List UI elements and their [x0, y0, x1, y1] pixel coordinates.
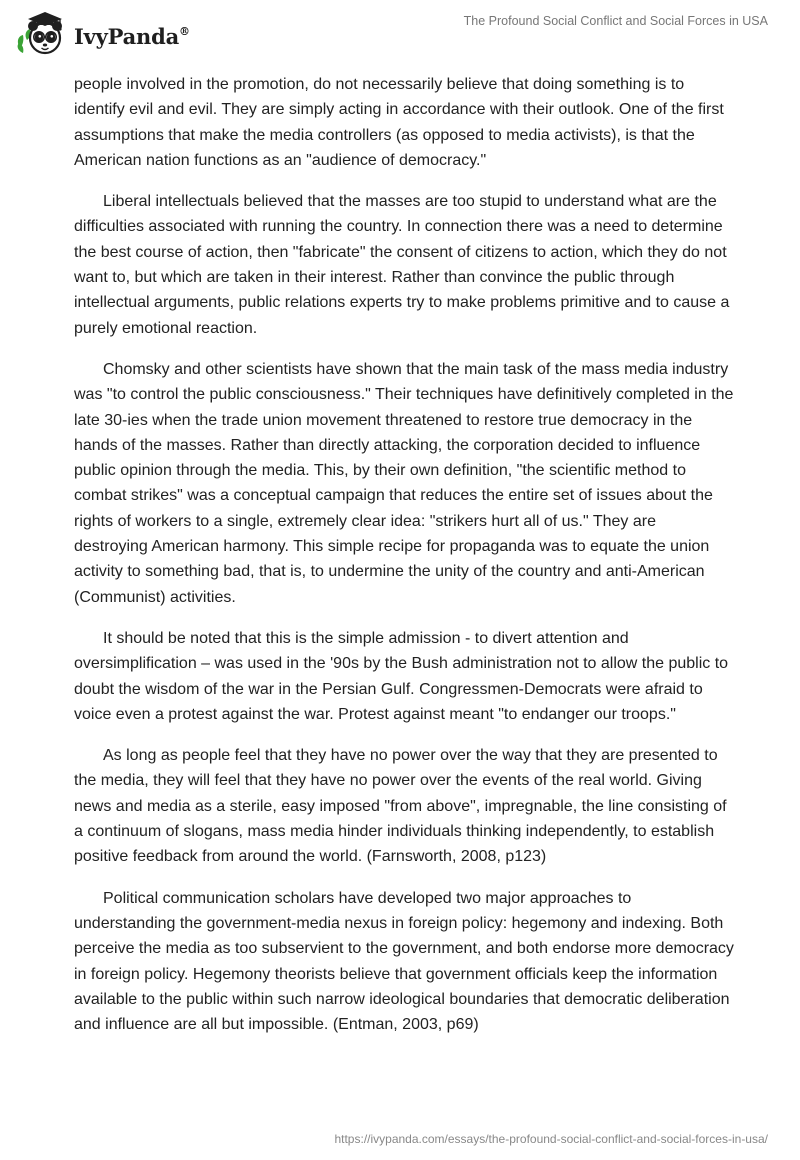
paragraph: Political communication scholars have developed two major approaches to understanding the government-media nexus in foreign policy: hegemony and indexing. Both perceive the media as too subservient to the government, and both endorse more democracy in foreign policy. Hegemony theorists believe that government officials keep the information available to the public within such narrow ideological boundaries that democratic deliberation and influence are all but impossible. (Entman, 2003, p69) [74, 889, 734, 1034]
paragraph: Liberal intellectuals believed that the masses are too stupid to understand what are the difficulties associated with running the country. In connection there was a need to determine the best course of action, then "fabricate" the consent of citizens to action, which they do not want to, but which are taken in their interest. Rather than convince the public through intellectual arguments, public relations experts try to make problems primitive and to cause a purely emotional reaction. [74, 193, 730, 337]
paragraph: Chomsky and other scientists have shown that the main task of the mass media industry was "to control the public consciousness." Their techniques have definitively completed in the late 30-ies when the trade union movement threatened to restore true democracy in the hands of the masses. Rather than directly attacking, the corporation decided to influence public opinion through the media. This, by their own definition, "the scientific method to combat strikes" was a conceptual campaign that reduces the entire set of issues about the rights of workers to a single, extremely clear idea: "strikers hurt all of us." They are destroying American harmony. This simple recipe for propaganda was to equate the union activity to something bad, that is, to undermine the unity of the country and anti-American (Communist) activities. [74, 360, 734, 606]
ivypanda-logo[interactable] [14, 8, 190, 60]
essay-body [74, 72, 734, 1053]
paragraph: people involved in the promotion, do not necessarily believe that doing something is to identify evil and evil. They are simply acting in accordance with their outlook. One of the first assumptions that make the media controllers (as opposed to media activists), is that the American nation functions as an "audience of democracy." [74, 76, 724, 169]
paragraph: It should be noted that this is the simple admission - to divert attention and oversimplification – was used in the '90s by the Bush administration not to allow the public to doubt the wisdom of the war in the Persian Gulf. Congressmen-Democrats were afraid to voice even a protest against the war. Protest against meant "to endanger our troops." [74, 629, 729, 723]
panda-graduate-icon [14, 8, 70, 60]
page-header [0, 0, 800, 70]
registered-mark: ® [179, 24, 190, 38]
paragraph: As long as people feel that they have no power over the way that they are presented to the media, they will feel that they have no power over the events of the real world. Giving news and media as a sterile, easy imposed "from above", impregnable, the line consisting of a continuum of slogans, mass media hinder individuals thinking independently, to establish positive feedback from around the world. (Farnsworth, 2008, p123) [74, 747, 727, 866]
source-url[interactable]: https://ivypanda.com/essays/the-profound-social-conflict-and-social-forces-in-usa/ [334, 1132, 768, 1146]
brand-name-text: IvyPanda [74, 23, 180, 49]
brand-name [74, 24, 190, 49]
document-title: The Profound Social Conflict and Social Forces in USA [463, 14, 768, 28]
